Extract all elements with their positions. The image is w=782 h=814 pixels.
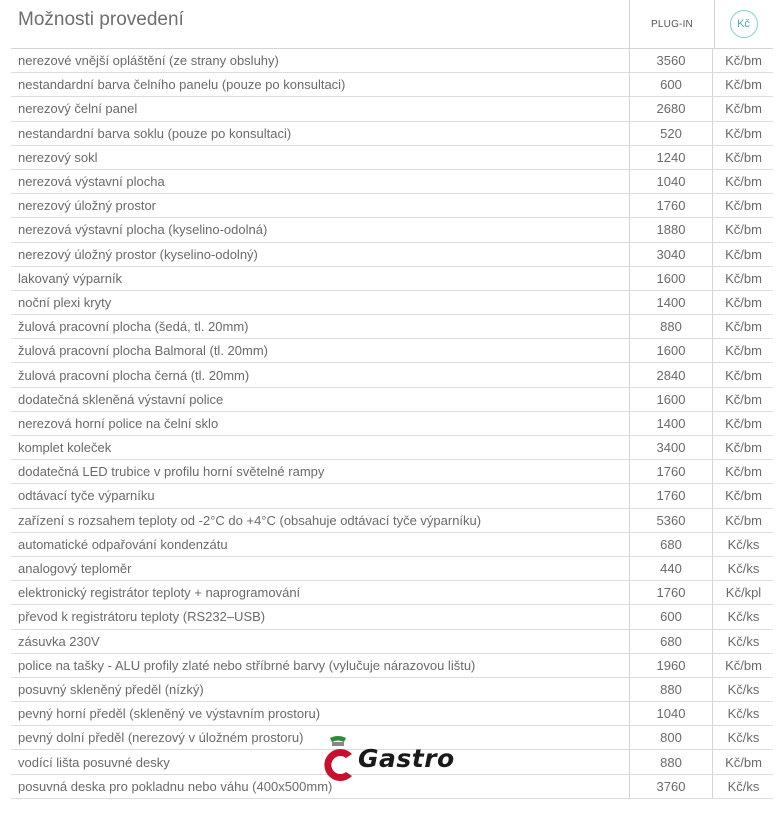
table-row — [11, 412, 773, 436]
row-label: odtávací tyče výparníku — [18, 488, 155, 504]
row-price: 680 — [629, 630, 713, 653]
row-price: 1760 — [629, 581, 713, 604]
table-row — [11, 678, 773, 702]
row-unit: Kč/bm — [725, 319, 762, 335]
row-unit: Kč/ks — [727, 730, 760, 746]
table-row — [11, 654, 773, 678]
row-unit: Kč/bm — [725, 512, 762, 528]
row-price: 1960 — [629, 654, 713, 677]
row-label: žulová pracovní plocha Balmoral (tl. 20mm) — [18, 343, 268, 359]
row-price: 3400 — [629, 436, 713, 459]
row-price: 1400 — [629, 412, 713, 435]
row-label: zásuvka 230V — [18, 633, 100, 649]
table-row — [11, 605, 773, 629]
row-label: nerezová výstavní plocha (kyselino-odolná) — [18, 222, 268, 238]
table-row — [11, 581, 773, 605]
table-row — [11, 557, 773, 581]
row-unit: Kč/ks — [727, 536, 760, 552]
table-row — [11, 630, 773, 654]
row-unit: Kč/bm — [725, 149, 762, 165]
row-price: 3760 — [629, 775, 713, 798]
row-unit: Kč/bm — [725, 174, 762, 190]
row-unit: Kč/ks — [727, 706, 760, 722]
row-label: žulová pracovní plocha (šedá, tl. 20mm) — [18, 319, 249, 335]
row-label: pevný horní předěl (skleněný ve výstavním prostoru) — [18, 706, 321, 722]
table-row — [11, 73, 773, 97]
table-row — [11, 388, 773, 412]
row-price: 1880 — [629, 218, 713, 241]
row-label: nerezový úložný prostor — [18, 198, 157, 214]
row-unit: Kč/kpl — [725, 585, 762, 601]
row-price: 520 — [629, 122, 713, 145]
row-price: 600 — [629, 605, 713, 628]
row-label: převod k registrátoru teploty (RS232–USB) — [18, 609, 266, 625]
table-row — [11, 509, 773, 533]
row-label: nerezový sokl — [18, 149, 98, 165]
row-label: posuvný skleněný předěl (nízký) — [18, 681, 204, 697]
table-row — [11, 533, 773, 557]
row-unit: Kč/bm — [725, 270, 762, 286]
table-row — [11, 460, 773, 484]
table-row — [11, 291, 773, 315]
row-price: 1400 — [629, 291, 713, 314]
unit-column-header — [714, 0, 773, 48]
table-row — [11, 315, 773, 339]
table-row — [11, 267, 773, 291]
row-unit: Kč/bm — [725, 125, 762, 141]
row-price: 600 — [629, 73, 713, 96]
row-label: nerezová výstavní plocha — [18, 174, 165, 190]
row-price: 1600 — [629, 339, 713, 362]
table-row — [11, 49, 773, 73]
currency-badge-icon: Kč — [730, 10, 758, 38]
row-unit: Kč/bm — [725, 415, 762, 431]
row-label: automatické odpařování kondenzátu — [18, 536, 228, 552]
row-label: noční plexi kryty — [18, 294, 112, 310]
row-price: 2680 — [629, 97, 713, 120]
row-price: 1760 — [629, 484, 713, 507]
row-unit: Kč/bm — [725, 222, 762, 238]
row-price: 880 — [629, 315, 713, 338]
table-row — [11, 194, 773, 218]
row-price: 680 — [629, 533, 713, 556]
row-label: elektronický registrátor teploty + naprogramování — [18, 585, 301, 601]
price-table — [11, 0, 773, 799]
cgastro-logo-mark-icon — [318, 736, 358, 782]
row-price: 3560 — [629, 49, 713, 72]
row-label: žulová pracovní plocha černá (tl. 20mm) — [18, 367, 250, 383]
page-title: Možnosti provedení — [18, 9, 184, 30]
row-label: zařízení s rozsahem teploty od -2°C do +4°C (obsahuje odtávací tyče výparníku) — [18, 512, 482, 528]
table-row — [11, 97, 773, 121]
row-unit: Kč/ks — [727, 681, 760, 697]
row-price: 440 — [629, 557, 713, 580]
row-label: komplet koleček — [18, 440, 112, 456]
table-row — [11, 170, 773, 194]
table-body — [11, 49, 773, 799]
cgastro-logo — [318, 730, 478, 790]
row-price: 1040 — [629, 702, 713, 725]
row-label: nestandardní barva čelního panelu (pouze po konsultaci) — [18, 77, 346, 93]
row-label: analogový teploměr — [18, 561, 132, 577]
table-header — [11, 0, 773, 49]
table-row — [11, 363, 773, 387]
row-price: 2840 — [629, 363, 713, 386]
table-row — [11, 484, 773, 508]
table-row — [11, 339, 773, 363]
row-label: pevný dolní předěl (nerezový v úložném prostoru) — [18, 730, 304, 746]
row-unit: Kč/bm — [725, 657, 762, 673]
row-unit: Kč/bm — [725, 488, 762, 504]
table-row — [11, 218, 773, 242]
row-label: nerezový čelní panel — [18, 101, 138, 117]
row-price: 5360 — [629, 509, 713, 532]
row-unit: Kč/bm — [725, 754, 762, 770]
row-unit: Kč/bm — [725, 464, 762, 480]
row-price: 1760 — [629, 460, 713, 483]
row-price: 800 — [629, 726, 713, 749]
row-price: 1600 — [629, 267, 713, 290]
table-row — [11, 436, 773, 460]
row-unit: Kč/ks — [727, 633, 760, 649]
row-unit: Kč/bm — [725, 246, 762, 262]
row-unit: Kč/bm — [725, 367, 762, 383]
row-price: 1240 — [629, 146, 713, 169]
row-price: 1600 — [629, 388, 713, 411]
row-label: nerezový úložný prostor (kyselino-odolný) — [18, 246, 258, 262]
row-unit: Kč/bm — [725, 77, 762, 93]
row-label: nerezové vnější opláštění (ze strany obsluhy) — [18, 53, 279, 69]
row-price: 1040 — [629, 170, 713, 193]
table-row — [11, 702, 773, 726]
row-unit: Kč/bm — [725, 343, 762, 359]
row-unit: Kč/ks — [727, 609, 760, 625]
row-label: dodatečná skleněná výstavní police — [18, 391, 224, 407]
row-label: dodatečná LED trubice v profilu horní světelné rampy — [18, 464, 325, 480]
row-unit: Kč/bm — [725, 198, 762, 214]
row-unit: Kč/ks — [727, 561, 760, 577]
table-row — [11, 243, 773, 267]
table-row — [11, 146, 773, 170]
row-unit: Kč/bm — [725, 440, 762, 456]
row-unit: Kč/ks — [727, 778, 760, 794]
row-label: nestandardní barva soklu (pouze po konsultaci) — [18, 125, 292, 141]
row-unit: Kč/bm — [725, 101, 762, 117]
row-price: 3040 — [629, 243, 713, 266]
table-row — [11, 122, 773, 146]
row-price: 880 — [629, 750, 713, 773]
row-label: vodící lišta posuvné desky — [18, 754, 170, 770]
cgastro-logo-text: Gastro — [358, 744, 455, 773]
price-column-header: PLUG-IN — [629, 0, 715, 48]
row-unit: Kč/bm — [725, 391, 762, 407]
row-price: 880 — [629, 678, 713, 701]
row-label: lakovaný výparník — [18, 270, 123, 286]
row-price: 1760 — [629, 194, 713, 217]
row-label: posuvná deska pro pokladnu nebo váhu (400x500mm) — [18, 778, 333, 794]
row-label: nerezová horní police na čelní sklo — [18, 415, 219, 431]
row-unit: Kč/bm — [725, 53, 762, 69]
row-unit: Kč/bm — [725, 294, 762, 310]
row-label: police na tašky - ALU profily zlaté nebo stříbrné barvy (vylučuje nárazovou lištu) — [18, 657, 476, 673]
